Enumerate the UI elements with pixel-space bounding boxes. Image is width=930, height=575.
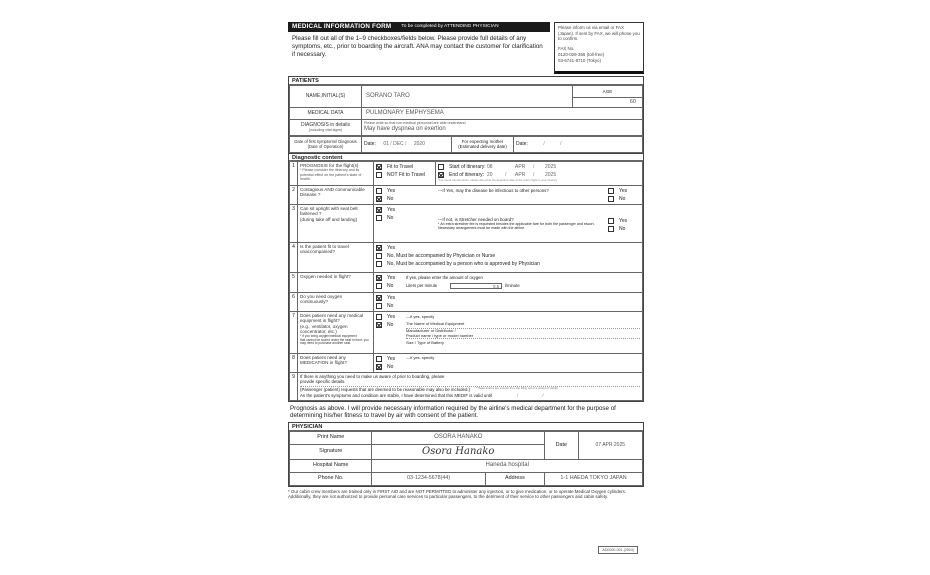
date-slash: /: [405, 141, 407, 148]
q6-yes-checkbox[interactable]: [376, 295, 382, 301]
q4-physician-label: No, Must be accompanied by Physician or Nurse: [387, 252, 496, 259]
q5-yes-checkbox[interactable]: [376, 275, 382, 281]
start-itinerary-label: Start of itinerary:: [449, 163, 486, 170]
q9-small-note: *These entries are exempt from the filling out of a period of validity: [476, 386, 559, 391]
name-field[interactable]: SORANO TARO: [362, 86, 573, 108]
manufacturer-field[interactable]: Manufacturer or Distributor /: [406, 328, 640, 334]
q3-yes-label: Yes: [387, 206, 396, 213]
q2-no-checkbox[interactable]: [376, 196, 382, 202]
fit-to-travel-checkbox[interactable]: [376, 164, 382, 170]
diagnosis-note: Please write so that non medical personnel are able understand: [364, 121, 466, 126]
q3-yes-checkbox[interactable]: [376, 207, 382, 213]
medical-data-field[interactable]: PULMONARY EMPHYSEMA: [362, 107, 643, 119]
q3-question: Can sit upright with seat belt fastened ?: [300, 205, 358, 217]
hospital-name-field[interactable]: Haneda hospital: [372, 459, 643, 472]
q1-number: 1: [290, 161, 298, 185]
q3-sub: (during take off and landing): [300, 216, 358, 222]
q5-number: 5: [290, 272, 298, 292]
date-slash: /: [543, 141, 545, 148]
address-label: Address: [485, 472, 544, 485]
q8-yes-label: Yes: [387, 355, 396, 362]
q8-followup: ---If yes, specify: [406, 355, 435, 361]
medical-data-label: MEDICAL DATA: [290, 107, 362, 119]
question-8: [290, 353, 643, 372]
question-4: [290, 242, 643, 272]
q7-no-checkbox[interactable]: [376, 322, 382, 328]
date-year[interactable]: 2020: [413, 141, 425, 148]
q3-no-checkbox[interactable]: [376, 215, 382, 221]
product-name-field[interactable]: Product name / type or model number: [406, 332, 474, 338]
itinerary-footnote: *For round trip itineraries, please also write the departure date of the return flight in your itinerary: [438, 177, 558, 182]
question-2: [290, 185, 643, 204]
q6-number: 6: [290, 292, 298, 311]
question-7: [290, 311, 643, 353]
q4-yes-checkbox[interactable]: [376, 245, 382, 251]
q8-no-label: No: [387, 363, 394, 370]
q3-note-1: * An extra stretcher fee is requested besides the applicable fare for both the passenger and escort.: [438, 221, 595, 226]
q5-no-checkbox[interactable]: [376, 283, 382, 289]
date-slash: /: [533, 171, 535, 178]
stretcher-no-label: No: [619, 225, 626, 232]
q2-no-label: No: [387, 195, 394, 202]
first-symptoms-label: Date of first symptoms/ Diagnosis (Date of Operation): [290, 136, 362, 152]
not-fit-label: NOT Fit to Travel: [387, 171, 425, 178]
q4-approved-person-checkbox[interactable]: [376, 261, 382, 267]
diagnosis-label: DIAGNOSIS in details: [301, 122, 350, 129]
start-day[interactable]: 08: [487, 163, 493, 170]
date-slash: /: [542, 392, 544, 398]
hospital-name-label: Hospital Name: [290, 459, 372, 472]
expecting-mother-label: For expecting mother (Estimated delivery date): [452, 136, 514, 152]
q3-followup: ---If not, is Stretcher needed on board?: [438, 216, 514, 222]
q9-number: 9: [290, 372, 298, 400]
start-year[interactable]: 2025: [545, 163, 557, 170]
q7-yes-label: Yes: [387, 313, 396, 320]
q4-question: Is the patient fit to travel unaccompanied?: [298, 242, 374, 272]
stretcher-yes-label: Yes: [619, 217, 628, 224]
q6-no-label: No: [387, 302, 394, 309]
q4-physician-checkbox[interactable]: [376, 253, 382, 259]
q7-number: 7: [290, 311, 298, 353]
intro-text: Please fill out all of the 1–9 checkboxes/fields below. Please provide full details of any symptoms, etc., prior to boarding the aircraft. ANA may contact the customer for clarification if necessary.: [292, 35, 543, 58]
lpm-label: Liters per minute: [406, 283, 438, 289]
start-itinerary-checkbox[interactable]: [438, 164, 444, 170]
physician-section: [288, 422, 644, 487]
not-fit-checkbox[interactable]: [376, 172, 382, 178]
date-slash: /: [390, 141, 392, 148]
form-header: [288, 22, 644, 74]
age-label: AGE: [573, 86, 643, 98]
phone-label: Phone No.: [290, 472, 372, 485]
q1-note: * Please consider the itinerary and its potential effect on the patient's state of health.: [300, 168, 362, 181]
q5-note: If yes, please enter the amount of oxygen: [406, 275, 483, 281]
q3-number: 3: [290, 204, 298, 242]
form-title: MEDICAL INFORMATION FORM: [292, 23, 392, 31]
name-label: NAME,INITIAL(S): [290, 86, 362, 108]
q8-no-checkbox[interactable]: [376, 364, 382, 370]
q7-no-label: No: [387, 321, 394, 328]
q2-followup-no-label: No: [619, 195, 626, 202]
diagnostic-heading: Diagnostic content: [289, 153, 643, 161]
physician-date-label: Date: [545, 431, 578, 459]
q7-note-2: that cannot be stored under the seat in front, you may need to purchase another seat.: [300, 337, 369, 346]
q2-followup: ---If Yes, may the disease be infectious to other persons?: [438, 187, 549, 193]
stretcher-no-checkbox[interactable]: [608, 226, 614, 232]
q9-note: (Passenger (patient) requests that are deemed to be reasonable may also be included.): [300, 387, 471, 393]
q9-valid-until: As the patient's symptoms and condition are stable, I have determined that this MEDIF is valid until: [300, 392, 492, 398]
fax-number-2: 03-6741-8710 (Tokyo): [558, 57, 601, 63]
q7-note-1: * If you bring oxygen/medical equipment: [300, 333, 357, 338]
q8-question: Does patient need any MEDICATION in flight?: [298, 353, 374, 372]
diagnosis-field[interactable]: May have dyspnea on exertion: [364, 125, 446, 132]
fax-number-1: 0120-029-366 (toll-free): [558, 51, 605, 57]
date-day[interactable]: 01: [383, 141, 389, 148]
equipment-name-field[interactable]: The Name of Medical Equipment: [406, 320, 465, 326]
end-itinerary-label: End of itinerary:: [449, 171, 485, 178]
battery-field[interactable]: Size / Type of Battery: [406, 338, 640, 346]
contact-box: [554, 22, 644, 74]
date-slash: /: [505, 171, 507, 178]
phone-field[interactable]: 03-1234-5678(44): [372, 472, 485, 485]
prognosis-statement: Prognosis as above. I will provide necessary information required by the airline's medical department for the purpose of determining his/her fitness to travel by air with consent of the patient.: [290, 404, 616, 420]
q6-question: Do you need oxygen continuously?: [298, 292, 374, 311]
date-prefix: Date:: [364, 141, 376, 148]
delivery-date-prefix: Date:: [516, 141, 528, 148]
form-subtitle: To be completed by ATTENDING PHYSICIAN: [401, 24, 499, 30]
end-itinerary-checkbox[interactable]: [438, 172, 444, 178]
question-6: [290, 292, 643, 311]
patients-section: [288, 76, 644, 402]
q9-question: If there is anything you need to make us aware of prior to boarding, please provide specific details.: [300, 373, 445, 384]
fit-to-travel-label: Fit to Travel: [387, 163, 414, 170]
q4-number: 4: [290, 242, 298, 272]
physician-heading: PHYSICIAN: [289, 423, 643, 431]
q3-note-2: Necessary arrangement must be made with the airline.: [438, 226, 526, 231]
fax-label: FAX No.: [558, 46, 575, 52]
q7-followup: ---If yes, specify: [406, 313, 435, 319]
q2-yes-label: Yes: [387, 187, 396, 194]
lpm-unit: l/minute: [505, 283, 520, 289]
print-name-label: Print Name: [290, 431, 372, 444]
q7-examples: (e.g., ventilator, oxygen concentrator, etc.): [300, 323, 348, 335]
signature-label: Signature: [290, 444, 372, 459]
q2-number: 2: [290, 185, 298, 204]
date-month[interactable]: DEC: [393, 141, 404, 148]
q8-yes-checkbox[interactable]: [376, 356, 382, 362]
date-slash: /: [533, 163, 535, 170]
q2-followup-yes-checkbox[interactable]: [608, 188, 614, 194]
q6-yes-label: Yes: [387, 294, 396, 301]
date-slash: /: [560, 141, 562, 148]
q5-question: Oxygen needed in flight?: [298, 272, 374, 292]
question-5: [290, 272, 643, 292]
q4-approved-person-label: No, Must be accompanied by a person who is approved by Physician: [387, 260, 540, 267]
physician-date-field[interactable]: 07 APR 2025: [578, 431, 642, 459]
q2-question: Contagious AND communicable Disease ?: [298, 185, 374, 204]
question-9: [290, 372, 643, 400]
q2-followup-no-checkbox[interactable]: [608, 196, 614, 202]
signature-field[interactable]: Osora Hanako: [372, 444, 545, 459]
diagnosis-sublabel: (including vital signs): [308, 128, 343, 133]
q6-no-checkbox[interactable]: [376, 303, 382, 309]
q1-question: PROGNOSIS for the flight(s): [300, 162, 359, 168]
print-name-field[interactable]: OSORA HANAKO: [372, 431, 545, 444]
address-field[interactable]: 1-1 HAEDA TOKYO JAPAN: [545, 472, 643, 485]
q7-yes-checkbox[interactable]: [376, 314, 382, 320]
start-month[interactable]: APR: [515, 163, 526, 170]
patients-heading: PATIENTS: [289, 77, 643, 85]
form-code: AD0000-001 (2504): [598, 546, 638, 554]
title-bar: [288, 22, 550, 32]
q3-no-label: No: [387, 214, 394, 221]
end-day[interactable]: 20: [487, 171, 493, 178]
end-year[interactable]: 2025: [545, 171, 557, 178]
q5-yes-label: Yes: [387, 274, 396, 281]
q8-number: 8: [290, 353, 298, 372]
footer-note: * Our cabin crew members are trained only in FIRST AID and are NOT PERMITTED to administer any injection, or to give medication, or to operate Medical Oxygen cylinders. Additionally, they are not authorized to provide personal care services to particular passengers, to the detriment of their service to other passengers and cabin safety.: [288, 488, 627, 500]
lpm-field[interactable]: 0.5: [450, 283, 502, 289]
contact-note: Please inform us via email or FAX (Japan). If sent by FAX, we will phone you to confirm.: [558, 25, 640, 42]
date-slash: /: [517, 392, 519, 398]
question-1: [290, 161, 643, 185]
medical-information-form: [288, 22, 644, 562]
q5-no-label: No: [387, 282, 394, 289]
q2-yes-checkbox[interactable]: [376, 188, 382, 194]
q2-followup-yes-label: Yes: [619, 187, 628, 194]
stretcher-yes-checkbox[interactable]: [608, 218, 614, 224]
age-field[interactable]: 60: [573, 98, 643, 108]
q7-question: Does patient need any medical equipment in flight?: [300, 312, 364, 324]
end-month[interactable]: APR: [515, 171, 526, 178]
question-3: [290, 204, 643, 242]
q4-yes-label: Yes: [387, 244, 396, 251]
